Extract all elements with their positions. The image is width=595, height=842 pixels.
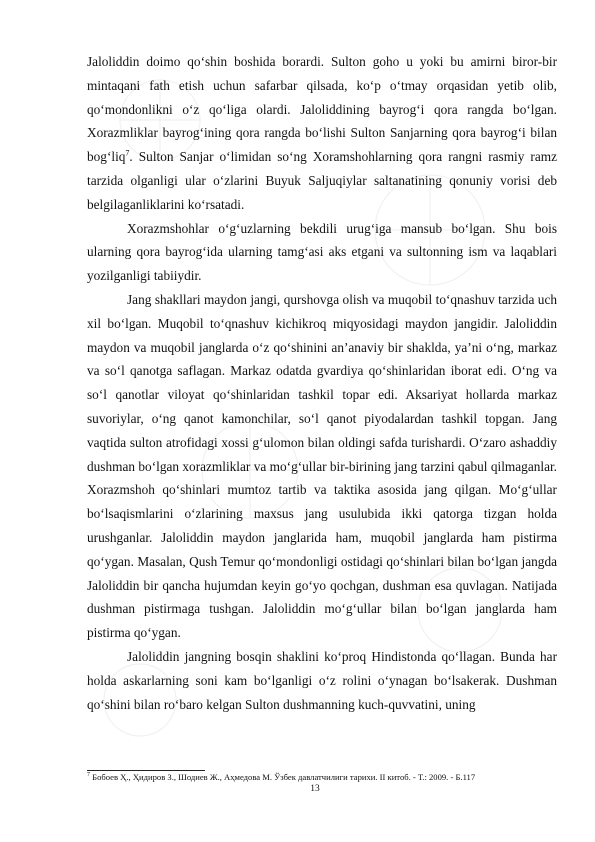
paragraph-4: Jaloliddin jangning bosqin shaklini ko‘proq Hindistonda qo‘llagan. Bunda har holda askarlarning soni kam bo‘lganligi o‘z rolini o‘ynagan bo‘lsakerak. Dushman qo‘shini bilan ro‘baro kelgan Sulton dushmanning kuch-quvvatini, uning [87, 648, 557, 712]
footnote-text: Бобоев Ҳ., Ҳидиров З., Шодиев Ж., Аҳмедова М. Ўзбек давлатчилиги тарихи. II китоб. - Т.: 2009. - Б.117 [90, 772, 476, 782]
footnote-reference[interactable]: 7 [125, 148, 130, 158]
footnote-separator [87, 770, 205, 771]
page-body [87, 50, 557, 716]
footnote-number: 7 [87, 772, 90, 779]
paragraph-3: Jang shakllari maydon jangi, qurshovga olish va muqobil to‘qnashuv tarzida uch xil bo‘lgan. Muqobil to‘qnashuv kichikroq miqyosidagi maydon jangidir. Jaloliddin maydon va muqobil janglarda o‘z qo‘shinini an’anaviy bir shaklda, ya’ni o‘ng, markaz va so‘l qanotga saflagan. Markaz odatda gvardiya qo‘shinlaridan iborat edi. O‘ng va so‘l qanotlar viloyat qo‘shinlaridan tashkil topar edi. Aksariyat hollarda markaz suvoriylar, o‘ng qanot kamonchilar, so‘l qanot piyodalardan tashkil topgan. Jang vaqtida sulton atrofidagi xossi g‘ulomon bilan oldingi safda turishardi. O‘zaro ashaddiy dushman bo‘lgan xorazmliklar va mo‘g‘ullar bir-birining jang tarzini qabul qilmaganlar. Xorazmshoh qo‘shinlari mumtoz tartib va taktika asosida jang qilgan. Mo‘g‘ullar bo‘lsaqismlarini o‘zlarining maxsus jang usulubida ikki qatorga tizgan holda urushganlar. Jaloliddin maydon janglarida ham, muqobil janglarda ham pistirma qo‘ygan. Masalan, Qush Temur qo‘mondonligi ostidagi qo‘shinlari bilan bo‘lgan jangda Jaloliddin bir qancha hujumdan keyin go‘yo qochgan, dushman esa quvlagan. Natijada dushman pistirmaga tushgan. Jaloliddin mo‘g‘ullar bilan bo‘lgan janglarda ham pistirma qo‘ygan. [87, 291, 557, 641]
footnote [87, 772, 557, 783]
paragraph-1-text-b: . Sulton Sanjar o‘limidan so‘ng Xoramshohlarning qora rangni rasmiy ramz tarzida olganligi ular o‘zlarini Buyuk Saljuqiylar saltanatining qonuniy vorisi deb belgilaganliklarini ko‘rsatadi. [87, 149, 557, 212]
paragraph-2: Xorazmshohlar o‘g‘uzlarning bekdili urug‘iga mansub bo‘lgan. Shu bois ularning qora bayrog‘ida ularning tamg‘asi aks etgani va sultonning ism va laqablari yozilganligi tabiiydir. [87, 220, 557, 284]
paragraph-1 [87, 50, 557, 217]
paragraph-1-text-a: Jaloliddin doimo qo‘shin boshida borardi. Sulton goho u yoki bu amirni biror-bir mintaqani fath etish uchun safarbar qilsada, ko‘p o‘tmay orqasidan yetib olib, qo‘mondonlikni o‘z qo‘liga olardi. Jaloliddining bayrog‘i qora rangda bo‘lgan. Xorazmliklar bayrog‘ining qora rangda bo‘lishi Sulton Sanjarning qora bayrog‘i bilan bog‘liq [87, 54, 557, 165]
page-number: 13 [310, 784, 320, 794]
